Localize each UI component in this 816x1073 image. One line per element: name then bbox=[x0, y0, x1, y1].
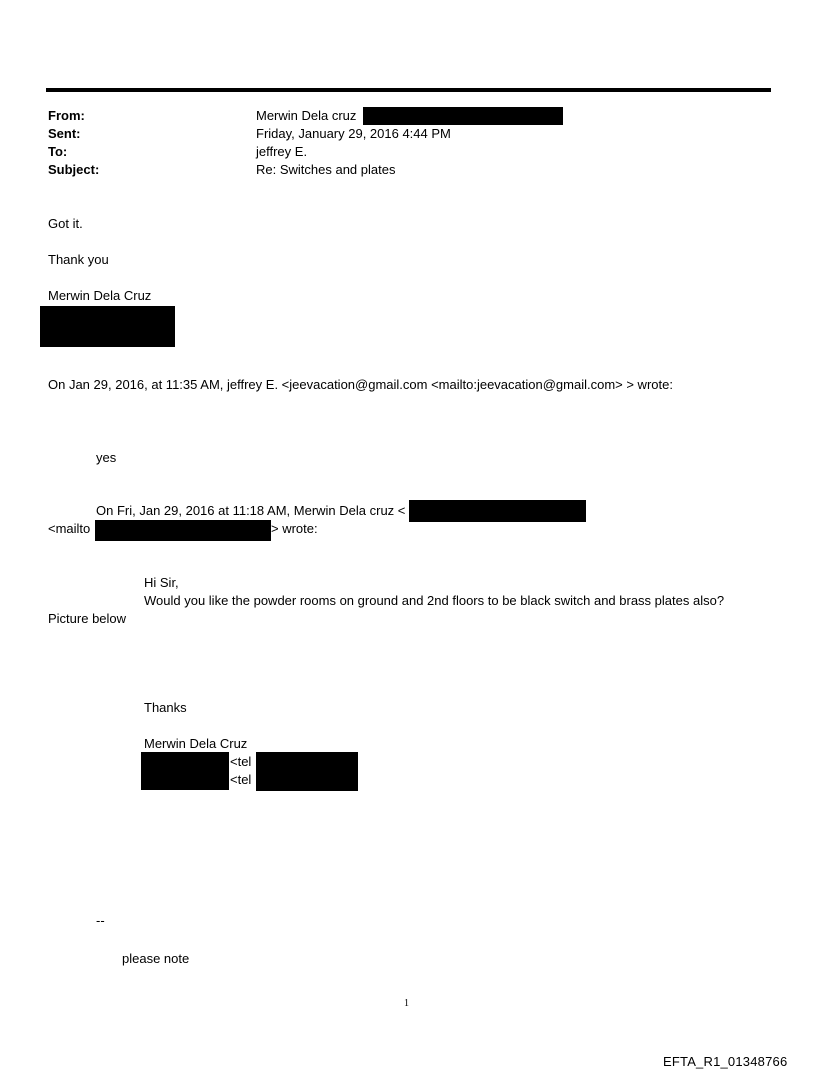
body-line-got-it: Got it. bbox=[48, 216, 83, 231]
separator: -- bbox=[96, 913, 105, 928]
quote2-mailto: <mailto bbox=[48, 521, 91, 536]
sent-label: Sent: bbox=[48, 126, 81, 141]
please-note: please note bbox=[122, 951, 190, 966]
tel-line-2: <tel bbox=[230, 772, 252, 787]
redaction-bar bbox=[40, 306, 175, 347]
subject-value: Re: Switches and plates bbox=[256, 162, 396, 177]
quote1-text: yes bbox=[96, 450, 117, 465]
redaction-bar bbox=[363, 107, 563, 125]
redaction-bar bbox=[409, 500, 586, 522]
redaction-bar bbox=[256, 752, 358, 791]
from-label: From: bbox=[48, 108, 85, 123]
redaction-bar bbox=[141, 752, 229, 790]
tel-line-1: <tel bbox=[230, 754, 252, 769]
quote2-attribution-end: > wrote: bbox=[271, 521, 318, 536]
body-line-thank-you: Thank you bbox=[48, 252, 109, 267]
question: Would you like the powder rooms on ground and 2nd floors to be black switch and brass plates also? bbox=[144, 593, 725, 608]
header-rule bbox=[46, 88, 771, 92]
signature-name: Merwin Dela Cruz bbox=[48, 288, 152, 303]
to-label: To: bbox=[48, 144, 68, 159]
page-number: 1 bbox=[404, 998, 409, 1009]
subject-label: Subject: bbox=[48, 162, 100, 177]
quote2-attribution-start: On Fri, Jan 29, 2016 at 11:18 AM, Merwin Dela cruz < bbox=[96, 503, 406, 518]
picture-note: Picture below bbox=[48, 611, 127, 626]
quote1-attribution: On Jan 29, 2016, at 11:35 AM, jeffrey E. <jeevacation@gmail.com <mailto:jeevacation@gmail.com> > wrote: bbox=[48, 377, 673, 392]
sent-value: Friday, January 29, 2016 4:44 PM bbox=[256, 126, 451, 141]
redaction-bar bbox=[95, 520, 271, 541]
greeting: Hi Sir, bbox=[144, 575, 179, 590]
from-value: Merwin Dela cruz bbox=[256, 108, 357, 123]
thanks-text: Thanks bbox=[144, 700, 187, 715]
document-id: EFTA_R1_01348766 bbox=[663, 1054, 788, 1069]
inner-signature-name: Merwin Dela Cruz bbox=[144, 736, 248, 751]
to-value: jeffrey E. bbox=[256, 144, 308, 159]
